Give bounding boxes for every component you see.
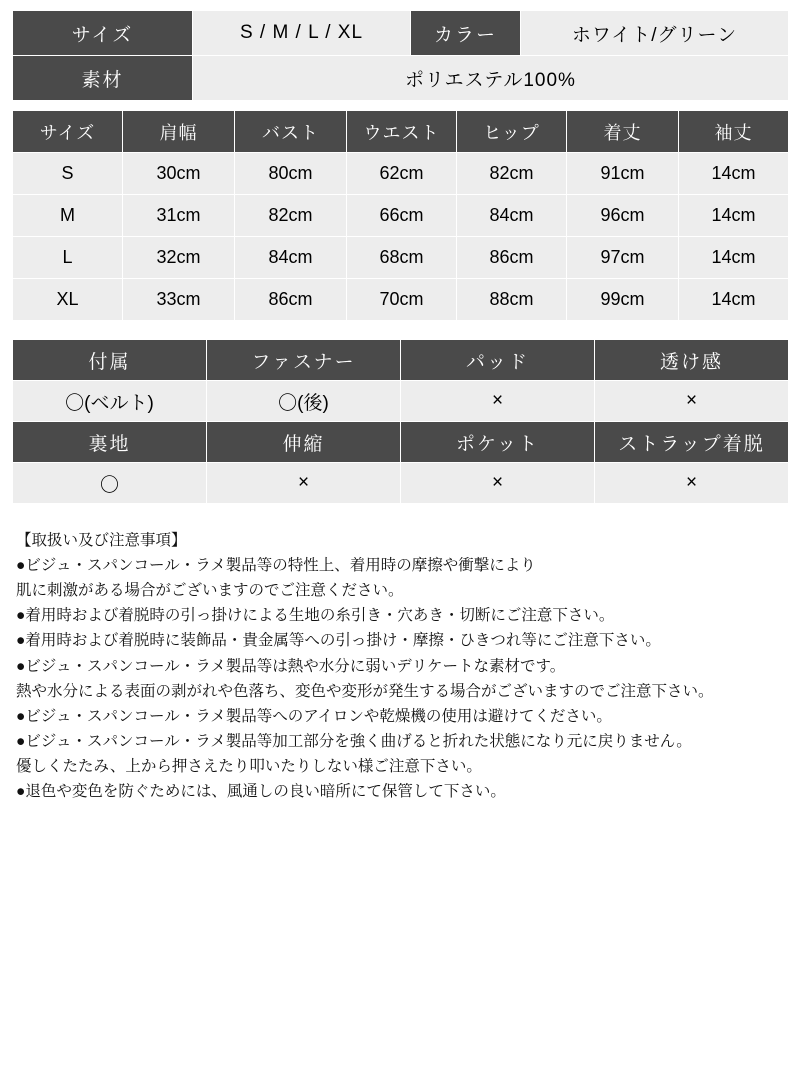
size-col-header: 着丈: [567, 111, 679, 153]
size-cell: 14cm: [679, 153, 789, 195]
notes-line: ●着用時および着脱時に装飾品・貴金属等への引っ掛け・摩擦・ひきつれ等にご注意下さい。: [16, 632, 661, 650]
size-cell: 84cm: [235, 237, 347, 279]
size-col-header: バスト: [235, 111, 347, 153]
size-cell: 31cm: [123, 195, 235, 237]
size-cell: 86cm: [235, 279, 347, 321]
size-cell: S: [13, 153, 123, 195]
size-col-header: 袖丈: [679, 111, 789, 153]
size-cell: 62cm: [347, 153, 457, 195]
spec-value-size: S / M / L / XL: [193, 11, 411, 56]
table-row: [13, 237, 789, 279]
table-row: [13, 279, 789, 321]
spec-label-color: カラー: [411, 11, 521, 56]
size-cell: 30cm: [123, 153, 235, 195]
table-row: [13, 463, 789, 504]
feature-value: 〇: [13, 463, 207, 504]
feature-table: [12, 339, 789, 504]
size-col-header: ヒップ: [457, 111, 567, 153]
notes-line: 熱や水分による表面の剥がれや色落ち、変色や変形が発生する場合がございますのでご注意下さい。: [16, 682, 714, 700]
feature-header: ストラップ着脱: [595, 422, 789, 463]
table-row: [13, 56, 789, 101]
spec-label-size: サイズ: [13, 11, 193, 56]
table-header-row: [13, 340, 789, 381]
feature-value: ×: [595, 381, 789, 422]
feature-value: ×: [401, 381, 595, 422]
table-header-row: [13, 422, 789, 463]
feature-value: ×: [207, 463, 401, 504]
notes-line: ●ビジュ・スパンコール・ラメ製品等は熱や水分に弱いデリケートな素材です。: [16, 657, 566, 675]
notes-line: ●退色や変色を防ぐためには、風通しの良い暗所にて保管して下さい。: [16, 783, 506, 801]
size-col-header: サイズ: [13, 111, 123, 153]
notes-line: ●ビジュ・スパンコール・ラメ製品等の特性上、着用時の摩擦や衝撃により: [16, 557, 536, 575]
feature-value: ×: [401, 463, 595, 504]
spec-label-material: 素材: [13, 56, 193, 101]
size-cell: 88cm: [457, 279, 567, 321]
feature-header: 透け感: [595, 340, 789, 381]
size-cell: 32cm: [123, 237, 235, 279]
notes-line: ●着用時および着脱時の引っ掛けによる生地の糸引き・穴あき・切断にご注意下さい。: [16, 607, 615, 625]
spec-value-material: ポリエステル100%: [193, 56, 789, 101]
size-cell: 86cm: [457, 237, 567, 279]
notes-line: ●ビジュ・スパンコール・ラメ製品等へのアイロンや乾燥機の使用は避けてください。: [16, 707, 612, 725]
feature-header: パッド: [401, 340, 595, 381]
size-cell: 66cm: [347, 195, 457, 237]
care-notes: [12, 528, 788, 804]
size-cell: 80cm: [235, 153, 347, 195]
size-cell: L: [13, 237, 123, 279]
spec-table: [12, 10, 789, 101]
feature-value: 〇(ベルト): [13, 381, 207, 422]
size-cell: 14cm: [679, 279, 789, 321]
size-cell: 99cm: [567, 279, 679, 321]
size-cell: 33cm: [123, 279, 235, 321]
size-col-header: 肩幅: [123, 111, 235, 153]
size-cell: 84cm: [457, 195, 567, 237]
notes-line: 優しくたたみ、上から押さえたり叩いたりしない様ご注意下さい。: [16, 757, 482, 775]
size-cell: 14cm: [679, 195, 789, 237]
feature-value: ×: [595, 463, 789, 504]
size-cell: 96cm: [567, 195, 679, 237]
size-cell: 70cm: [347, 279, 457, 321]
table-row: [13, 381, 789, 422]
size-cell: 68cm: [347, 237, 457, 279]
spec-value-color: ホワイト/グリーン: [521, 11, 789, 56]
feature-header: ポケット: [401, 422, 595, 463]
size-cell: 14cm: [679, 237, 789, 279]
size-col-header: ウエスト: [347, 111, 457, 153]
feature-header: 伸縮: [207, 422, 401, 463]
size-cell: 97cm: [567, 237, 679, 279]
notes-line: 肌に刺激がある場合がございますのでご注意ください。: [16, 582, 404, 600]
size-cell: XL: [13, 279, 123, 321]
size-cell: 82cm: [457, 153, 567, 195]
notes-title: 【取扱い及び注意事項】: [16, 532, 187, 549]
feature-header: 裏地: [13, 422, 207, 463]
size-cell: 82cm: [235, 195, 347, 237]
table-row: [13, 11, 789, 56]
size-cell: M: [13, 195, 123, 237]
size-measurement-table: [12, 110, 789, 321]
feature-value: 〇(後): [207, 381, 401, 422]
feature-header: 付属: [13, 340, 207, 381]
feature-header: ファスナー: [207, 340, 401, 381]
notes-line: ●ビジュ・スパンコール・ラメ製品等加工部分を強く曲げると折れた状態になり元に戻りません。: [16, 732, 692, 750]
table-header-row: [13, 111, 789, 153]
table-row: [13, 153, 789, 195]
size-cell: 91cm: [567, 153, 679, 195]
table-row: [13, 195, 789, 237]
